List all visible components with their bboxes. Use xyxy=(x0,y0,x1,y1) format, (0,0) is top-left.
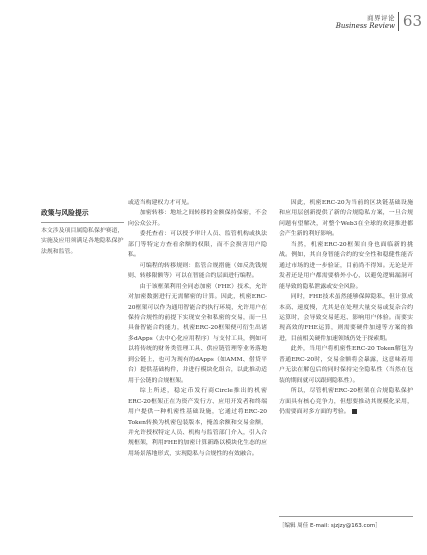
paragraph xyxy=(128,386,267,459)
paragraph-text: 委托查看：可以授予审计人员、监管机构或执法部门等特定方查看余额的权限，而不会损害用户隐私。 xyxy=(128,231,267,259)
page-header xyxy=(227,0,427,40)
editor-footnote xyxy=(279,516,413,529)
paragraph-text: 当然，机密ERC-20框架自身也面临新的挑战。例如，其自身智能合约的安全性和稳健性能否通过市场的进一步验证，目前尚不得知。无论是开发者还是用户都需要格外小心，以避免逻辑漏洞可能导致的隐私泄露或安全风险。 xyxy=(279,241,413,290)
article-column-left xyxy=(128,198,267,459)
paragraph xyxy=(279,386,413,417)
paragraph-text: 此外，当用户将机密性ERC-20 Token解包为普通ERC-20时，交易金额将会暴露，这意味着用户无法在解包后的同时保持完全隐私性（当然在包装的期间就可以跟到隐私性）。 xyxy=(279,346,413,384)
section-name-english: Business Review xyxy=(335,22,395,30)
end-mark-icon xyxy=(352,409,357,414)
page-number: 63 xyxy=(402,12,422,30)
paragraph-text: 因此，机密ERC-20为当前的区块链基础设施和应用层创新提供了新的合规隐私方案，一旦合规问题有望解决，对整个Web3在全球的欢迎推进都会产生新的利好影响。 xyxy=(279,200,413,238)
paragraph xyxy=(279,292,413,344)
paragraph-text: 加密转移：地址之间转移的金额保持保密，不会向公众公开。 xyxy=(128,210,267,227)
paragraph xyxy=(128,229,267,260)
sidebar-divider xyxy=(41,222,124,223)
sidebar-title: 政策与风险提示 xyxy=(41,209,89,217)
paragraph xyxy=(279,240,413,292)
paragraph-text: 或适当构建权力才可见。 xyxy=(128,200,193,206)
section-name-chinese: 商界评论 xyxy=(367,14,395,22)
article-column-right xyxy=(279,198,413,418)
paragraph-text: 所以，尽管机密ERC-20框架在合规隐私保护方面具有核心竞争力，但想要推动其规模化采用，仍需要面对多方面的考验。 xyxy=(279,388,413,416)
paragraph-text: 综上所述，稳定币发行商Circle推出的机密ERC-20框架正在为资产发行方、应用开发者和终端用户提供一种机密性基础设施，它通过将ERC-20 Token转换为机密包装版本，掩盖余额和交易金额，并允许授权特定人员、机构与监管部门介入，引入合规框架，利用FHE的加密计算新路以模块化生态的应用场景落地形式，实现隐私与合规性的有效融合。 xyxy=(128,388,267,457)
editor-credit: ［编辑 周佳 E-mail: sjzjzy@163.com］ xyxy=(279,523,381,529)
paragraph-text: 同时，FHE技术虽然能够保障隐私，但计算成本高、速度慢，尤其是在处理大量交易或复杂合约运算时，会导致交易延迟、影响用户体验。而要实现高效的FHE运算，则需要硬件加速等方案的推进，目前相关硬件加速领域仍处于探索期。 xyxy=(279,294,413,342)
paragraph xyxy=(128,261,267,282)
header-divider xyxy=(398,12,399,31)
paragraph xyxy=(128,208,267,229)
policy-risk-sidebar xyxy=(41,207,124,257)
paragraph xyxy=(279,198,413,240)
paragraph xyxy=(279,344,413,386)
footnote-divider xyxy=(279,516,413,517)
paragraph xyxy=(128,198,267,208)
paragraph xyxy=(128,282,267,387)
paragraph-text: 由于该框架利用全同态加密（FHE）技术，允许对加密数据进行无需解密的计算。因此，机密ERC-20框架可以作为通用智能合约执行环境，允许用户在保持合规性的前提下实现安全和私密的交易，而一旦具备智能合约能力，机密ERC-20框架便可衍生出诸多dApps（去中心化应用程序）与支付工具，例如可以将传统的财务类管理工具、供应链管理等业务落地到公链上，也可为现有的dApps（如AMM、借贷平台）提供基础构件，并进行模块化组合，以此推动适用于公链的合规框架。 xyxy=(128,283,267,384)
sidebar-body: 本文涉及项目属隐私保护赛道，实施及应用须满足各地隐私保护法规和监管。 xyxy=(41,228,124,255)
paragraph-text: 可编程的转移规则：监管合规措施（如反洗钱规则、转移限额等）可以在智能合约层面进行编程。 xyxy=(128,262,267,280)
